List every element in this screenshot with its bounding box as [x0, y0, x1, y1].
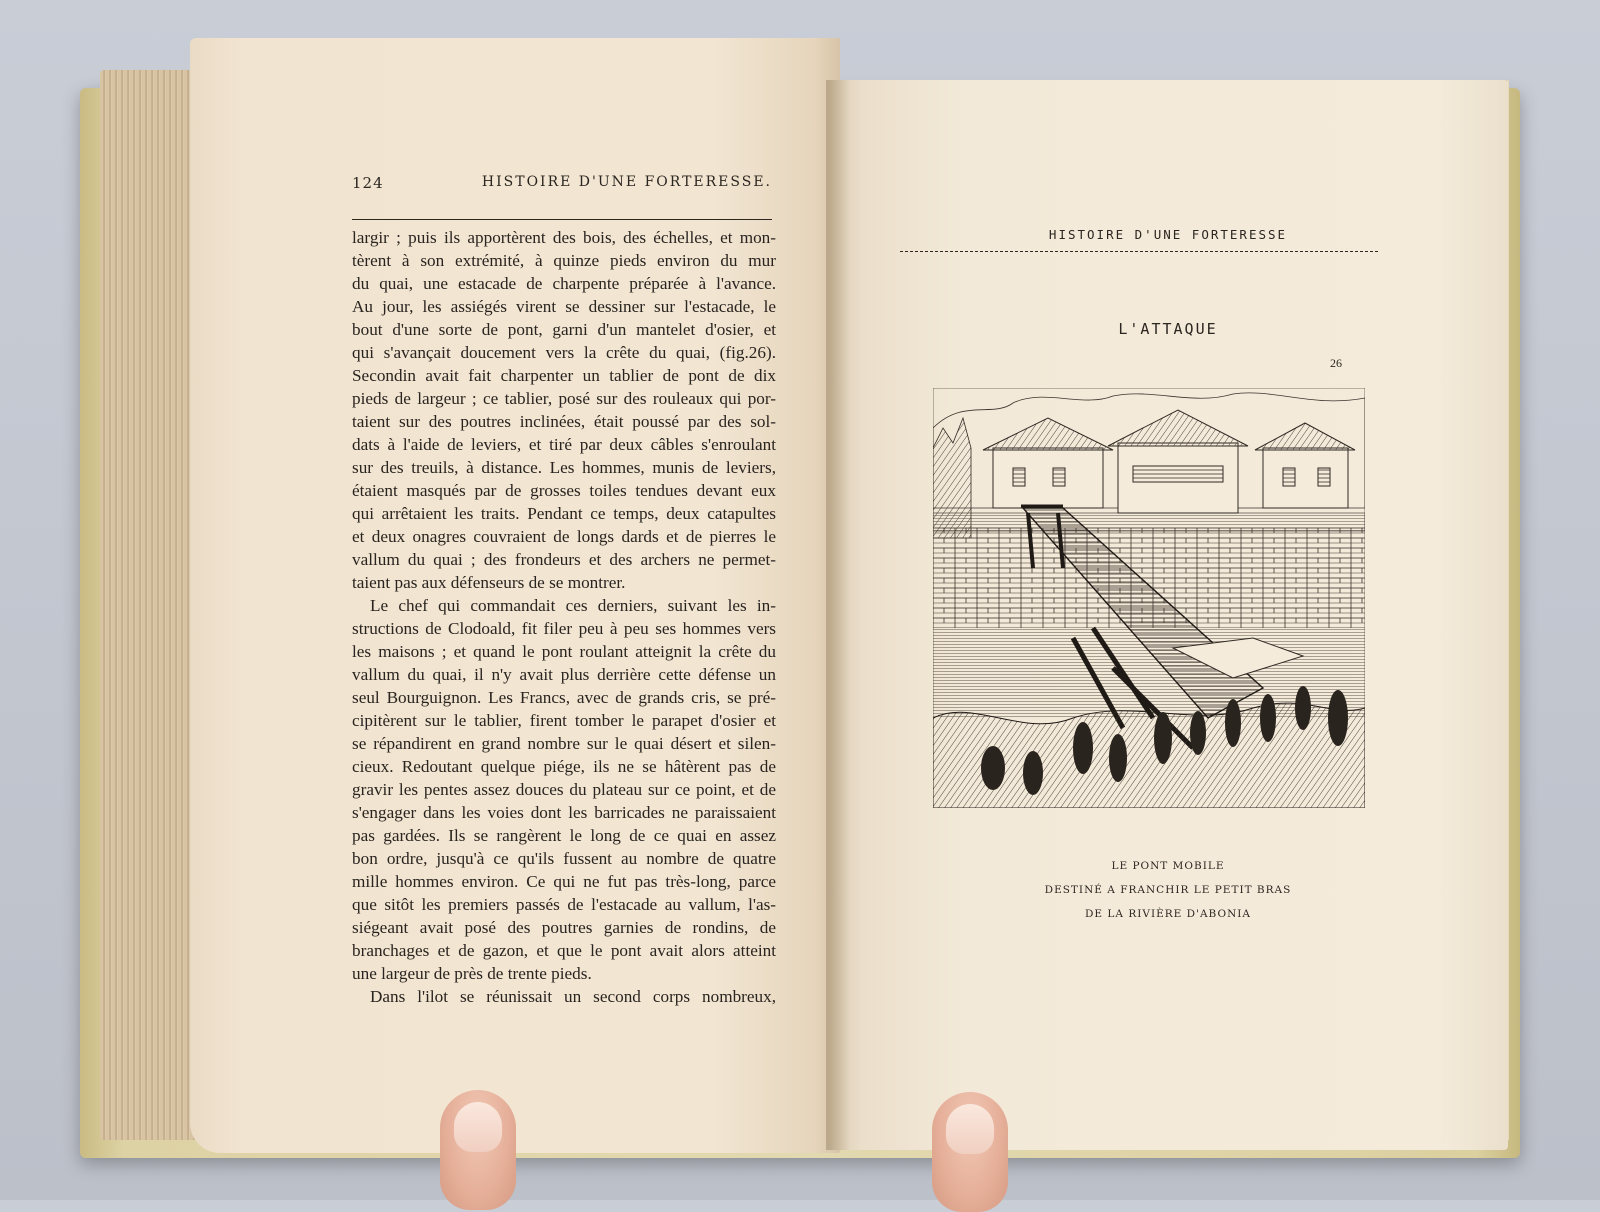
thumb-right: [932, 1092, 1008, 1212]
text-line: gravir les pentes assez douces du plateau sur ce point, et de: [352, 780, 776, 799]
text-line: vallum du quai ; des frondeurs et des archers ne permet-: [352, 550, 776, 569]
right-running-head: HISTOIRE D'UNE FORTERESSE: [1048, 227, 1288, 242]
text-line: bout d'une sorte de pont, garni d'un mantelet d'osier, et: [352, 320, 776, 339]
text-line: une largeur de près de trente pieds.: [352, 964, 592, 983]
caption-line: DESTINÉ A FRANCHIR LE PETIT BRAS: [1044, 884, 1292, 896]
thumbnail-left: [454, 1102, 502, 1152]
right-page: [828, 80, 1508, 1150]
text-line: sur des treuils, à distance. Les hommes, munis de leviers,: [352, 458, 776, 477]
text-line: bon ordre, jusqu'à ce qu'ils fussent au nombre de quatre: [352, 849, 776, 868]
caption-line: LE PONT MOBILE: [1111, 860, 1225, 872]
text-line: se répandirent en grand nombre sur le quai désert et silen-: [352, 734, 776, 753]
thumbnail-right: [946, 1104, 994, 1154]
left-running-title: HISTOIRE D'UNE FORTERESSE.: [481, 174, 772, 190]
text-line: pas gardées. Ils se rangèrent le long de ce quai en assez: [352, 826, 776, 845]
text-line: Au jour, les assiégés virent se dessiner sur l'estacade, le: [352, 297, 776, 316]
text-line: cieux. Redoutant quelque piége, ils ne se hâtèrent pas de: [352, 757, 776, 776]
text-line: largir ; puis ils apportèrent des bois, des échelles, et mon-: [352, 228, 776, 247]
text-line: que sitôt les premiers passés de l'estacade au vallum, l'as-: [352, 895, 776, 914]
text-line: qui s'avançait doucement vers la crête du quai, (fig.26).: [352, 343, 776, 362]
text-line: tèrent à son extrémité, à quinze pieds environ du mur: [352, 251, 776, 270]
text-line: pieds de largeur ; ce tablier, posé sur des rouleaux qui por-: [352, 389, 776, 408]
text-line: mille hommes environ. Ce qui ne fut pas très-long, parce: [352, 872, 776, 891]
right-head-rule: [900, 251, 1378, 252]
text-line: siégeant avait posé des poutres garnies de rondins, de: [352, 918, 776, 937]
text-line: structions de Clodoald, fit filer peu à peu ses hommes vers: [352, 619, 776, 638]
text-line: Secondin avait fait charpenter un tablier de pont de dix: [352, 366, 776, 385]
left-page-text: [352, 226, 776, 1008]
left-running-head: [352, 174, 772, 192]
text-line: Le chef qui commandait ces derniers, suivant les in-: [370, 596, 776, 615]
caption-line: DE LA RIVIÈRE D'ABONIA: [1085, 908, 1251, 920]
thumb-left: [440, 1090, 516, 1210]
text-line: du quai, une estacade de charpente préparée à l'avance.: [352, 274, 776, 293]
text-line: les maisons ; et quand le pont roulant atteignit la crête du: [352, 642, 776, 661]
text-line: dats à l'aide de leviers, et tiré par deux câbles s'enroulant: [352, 435, 776, 454]
plate-title: L'ATTAQUE: [1118, 320, 1218, 338]
text-line: étaient masqués par de grosses toiles tendues devant eux: [352, 481, 776, 500]
left-page: [190, 38, 840, 1153]
text-line: taient pas aux défenseurs de se montrer.: [352, 573, 626, 592]
text-line: cipitèrent sur le tablier, firent tomber le parapet d'osier et: [352, 711, 776, 730]
text-line: branchages et de gazon, et que le pont avait alors atteint: [352, 941, 776, 960]
book-gutter-shadow: [826, 80, 850, 1150]
engraving-illustration: [933, 388, 1365, 808]
figure-number: 26: [1330, 356, 1342, 370]
text-line: Dans l'ilot se réunissait un second corps nombreux,: [370, 987, 776, 1006]
text-line: vallum du quai, il n'y avait plus derrière cette défense un: [352, 665, 776, 684]
text-line: s'engager dans les voies dont les barricades ne paraissaient: [352, 803, 776, 822]
text-line: taient sur des poutres inclinées, était poussé par des sol-: [352, 412, 776, 431]
page-number: 124: [352, 174, 384, 192]
left-head-rule: [352, 219, 772, 220]
text-line: qui arrêtaient les traits. Pendant ce temps, deux catapultes: [352, 504, 776, 523]
text-line: et deux onagres couvraient de longs dards et de pierres le: [352, 527, 776, 546]
text-line: seul Bourguignon. Les Francs, avec de grands cris, se pré-: [352, 688, 776, 707]
